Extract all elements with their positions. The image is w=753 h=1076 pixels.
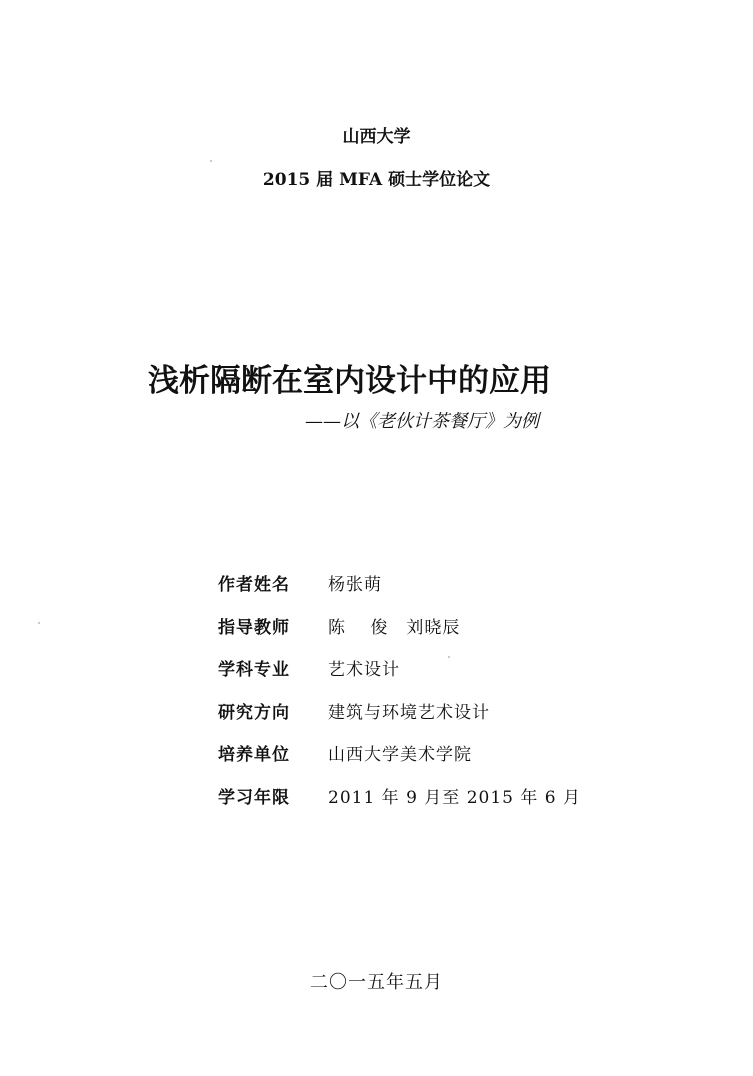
info-table — [218, 570, 581, 825]
scan-speck — [38, 622, 40, 624]
info-value: 2011 年 9 月至 2015 年 6 月 — [328, 787, 581, 808]
info-value: 陈 俊 刘晓辰 — [328, 617, 461, 638]
info-row-period — [218, 783, 581, 826]
info-label: 学习年限 — [218, 787, 290, 808]
info-row-advisor — [218, 613, 581, 656]
info-row-major — [218, 655, 581, 698]
degree-line: 2015 届 MFA 硕士学位论文 — [262, 170, 491, 190]
info-value: 艺术设计 — [328, 660, 400, 680]
submission-date: 二〇一五年五月 — [310, 972, 443, 993]
info-row-author — [218, 570, 581, 613]
info-value: 山西大学美术学院 — [328, 745, 472, 765]
info-row-direction — [218, 698, 581, 741]
info-value: 杨张萌 — [328, 575, 382, 595]
info-label: 学科专业 — [218, 660, 290, 680]
thesis-title: 浅析隔断在室内设计中的应用 — [148, 363, 551, 399]
info-label: 培养单位 — [218, 745, 290, 765]
thesis-subtitle: ——以《老伙计茶餐厅》为例 — [305, 411, 539, 432]
info-label: 指导教师 — [218, 617, 290, 638]
info-label: 作者姓名 — [218, 575, 290, 595]
university-name: 山西大学 — [342, 127, 411, 147]
info-label: 研究方向 — [218, 702, 290, 723]
scan-speck — [448, 656, 450, 658]
info-row-unit — [218, 740, 581, 783]
scan-speck — [210, 160, 212, 162]
info-value: 建筑与环境艺术设计 — [328, 702, 490, 723]
